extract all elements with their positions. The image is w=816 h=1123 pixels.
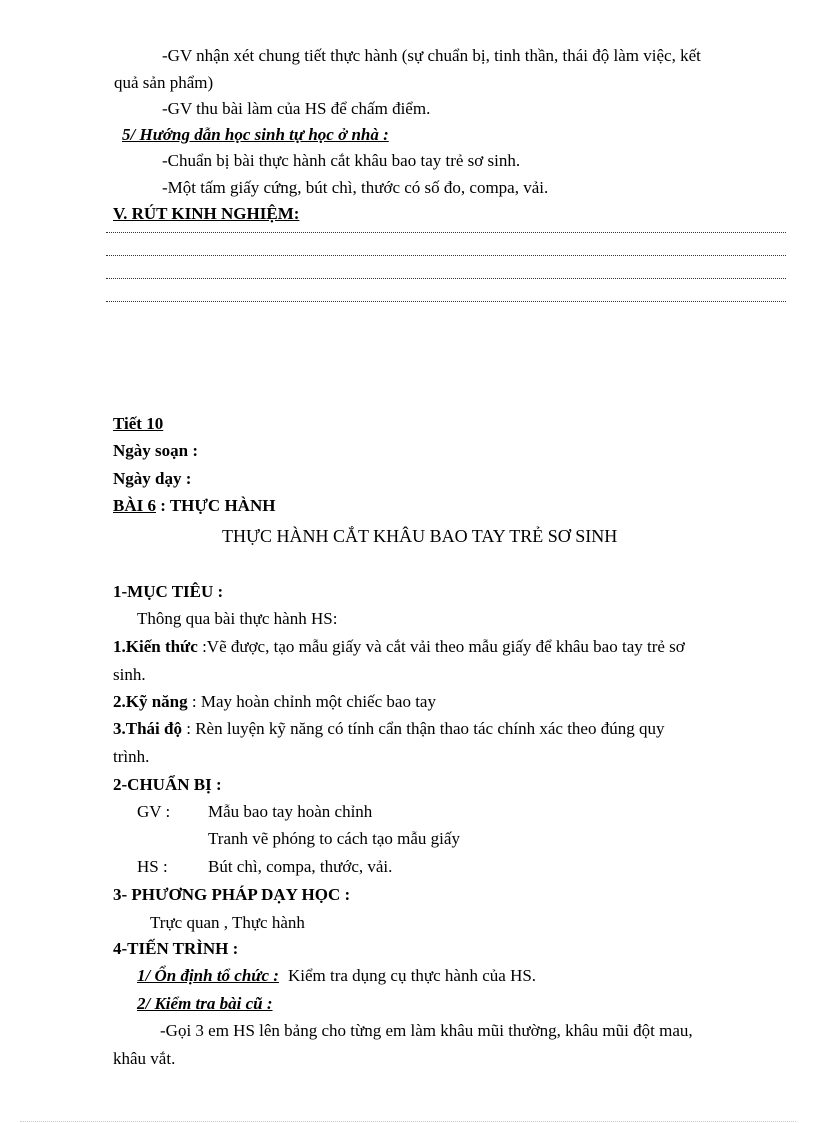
lesson-type: THỰC HÀNH (169, 496, 276, 515)
prep-gv-item-2: Tranh vẽ phóng to cách tạo mẫu giấy (208, 829, 460, 848)
lesson-number: BÀI 6 (113, 496, 156, 515)
objectives-heading: 1-MỤC TIÊU : (113, 582, 224, 601)
lesson-separator: : (155, 496, 170, 515)
page-bottom-border (20, 1121, 796, 1122)
teach-date-label: Ngày dạy : (113, 469, 192, 488)
dotted-line-1 (106, 232, 786, 233)
knowledge-label: 1.Kiến thức (113, 637, 198, 656)
step1-label: 1/ Ổn định tổ chức : (137, 966, 279, 985)
gv-collect-line: -GV thu bài làm của HS để chấm điểm. (162, 99, 431, 118)
skill-label: 2.Kỹ năng (113, 692, 188, 711)
lesson-title: THỰC HÀNH CẮT KHÂU BAO TAY TRẺ SƠ SINH (222, 526, 618, 546)
prep-gv-item-1: Mẫu bao tay hoàn chỉnh (208, 802, 373, 821)
procedure-step-1 (137, 966, 536, 986)
skill-line (113, 692, 436, 712)
prep-gv-label: GV : (137, 802, 171, 821)
knowledge-text: :Vẽ được, tạo mẫu giấy và cắt vải theo mẫu giấy để khâu bao tay trẻ sơ (197, 637, 685, 656)
procedure-heading: 4-TIẾN TRÌNH : (113, 939, 239, 958)
homework-item-1: -Chuẩn bị bài thực hành cắt khâu bao tay trẻ sơ sinh. (162, 151, 521, 170)
dotted-line-2 (106, 255, 786, 256)
objectives-intro: Thông qua bài thực hành HS: (137, 609, 338, 628)
procedure-step-2-label: 2/ Kiểm tra bài cũ : (137, 994, 273, 1013)
homework-heading: 5/ Hướng dẫn học sinh tự học ở nhà : (122, 125, 389, 144)
methods-heading: 3- PHƯƠNG PHÁP DẠY HỌC : (113, 885, 351, 904)
dotted-line-4 (106, 301, 786, 302)
prep-date-label: Ngày soạn : (113, 441, 199, 460)
procedure-step-2-line2: khâu vắt. (113, 1049, 176, 1068)
attitude-line (113, 719, 664, 739)
prep-hs-label: HS : (137, 857, 168, 876)
step1-text: Kiểm tra dụng cụ thực hành của HS. (287, 966, 537, 985)
prep-hs-item: Bút chì, compa, thước, vải. (208, 857, 393, 876)
experience-heading: V. RÚT KINH NGHIỆM: (113, 204, 300, 223)
knowledge-line (113, 637, 685, 657)
attitude-text: : Rèn luyện kỹ năng có tính cẩn thận thao tác chính xác theo đúng quy (181, 719, 665, 738)
lesson-heading (113, 496, 275, 516)
homework-item-2: -Một tấm giấy cứng, bút chì, thước có số đo, compa, vải. (162, 178, 549, 197)
knowledge-line-2: sinh. (113, 665, 146, 684)
skill-text: : May hoàn chỉnh một chiếc bao tay (187, 692, 436, 711)
procedure-step-2-line1: -Gọi 3 em HS lên bảng cho từng em làm khâu mũi thường, khâu mũi đột mau, (160, 1021, 693, 1040)
dotted-line-3 (106, 278, 786, 279)
methods-text: Trực quan , Thực hành (150, 913, 305, 932)
gv-comment-line1: -GV nhận xét chung tiết thực hành (sự chuẩn bị, tinh thần, thái độ làm việc, kết (162, 46, 701, 65)
attitude-line-2: trình. (113, 747, 150, 766)
period-label: Tiết 10 (113, 414, 164, 433)
attitude-label: 3.Thái độ (113, 719, 182, 738)
gv-comment-line2: quả sản phẩm) (114, 73, 214, 92)
preparation-heading: 2-CHUẨN BỊ : (113, 775, 222, 794)
